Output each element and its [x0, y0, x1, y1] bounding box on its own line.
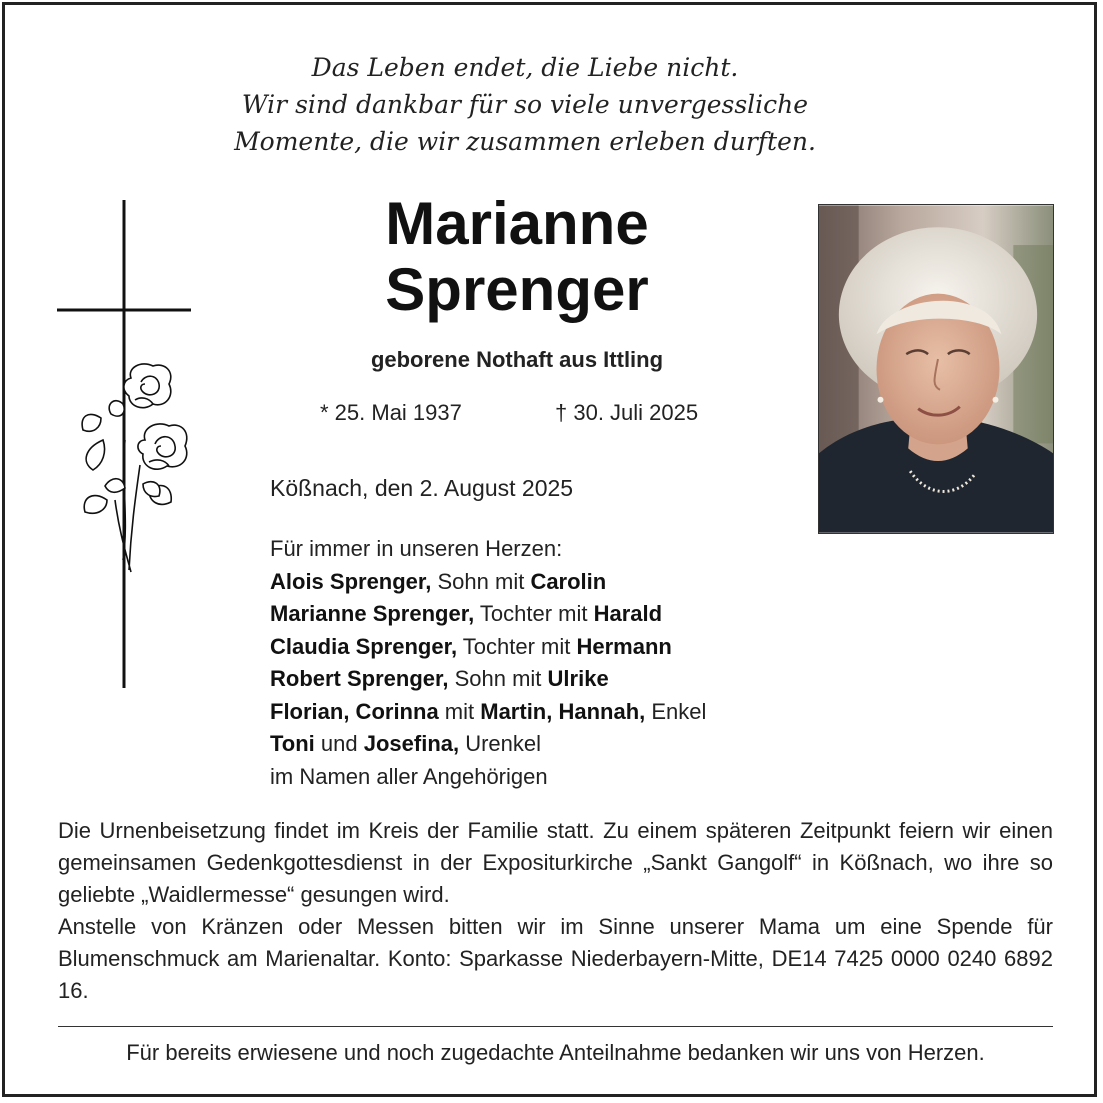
partner-name: Harald [593, 601, 663, 626]
great-grandchild-name: Josefina, [363, 731, 460, 756]
list-item [270, 696, 706, 729]
first-name: Marianne [385, 190, 649, 257]
mourners-list [270, 533, 706, 793]
deceased-name [275, 191, 759, 323]
opening-quote [5, 49, 1045, 160]
connector: mit [438, 698, 481, 724]
list-item [270, 631, 706, 664]
great-grandchild-name: Toni [270, 731, 315, 756]
quote-line: Wir sind dankbar für so viele unvergessliche [241, 90, 809, 119]
obituary-card [2, 2, 1097, 1097]
partner-name: Carolin [530, 568, 607, 594]
quote-line: Das Leben endet, die Liebe nicht. [311, 53, 739, 82]
relation: Urenkel [459, 731, 542, 756]
mourner-name: Claudia Sprenger, [270, 633, 458, 659]
burial-notice: Die Urnenbeisetzung findet im Kreis der Familie statt. Zu einem späteren Zeitpunkt feiern wir einen gemeinsamen Gedenkgottesdienst in der Expositurkirche „Sankt Gangolf“ in Kößnach, wo ihre so geliebte „Waidlermesse“ gesungen wird. [58, 818, 1053, 907]
connector: und [314, 731, 364, 756]
mourners-intro: Für immer in unseren Herzen: [270, 536, 563, 561]
relation: Enkel [645, 698, 707, 724]
grandchildren-partners: Martin, Hannah, [480, 698, 646, 724]
birth-name: geborene Nothaft aus Ittling [370, 347, 664, 372]
birth-date: * 25. Mai 1937 [320, 400, 462, 425]
relation: Sohn mit [448, 666, 548, 691]
list-item [270, 728, 706, 761]
thanks-line: Für bereits erwiesene und noch zugedachte Anteilnahme bedanken wir uns von Herzen. [126, 1040, 985, 1065]
list-item [270, 598, 706, 631]
list-item [270, 663, 706, 696]
relation: Sohn mit [431, 568, 531, 594]
divider [58, 1026, 1053, 1027]
donation-notice: Anstelle von Kränzen oder Messen bitten wir im Sinne unserer Mama um eine Spende für Blumenschmuck am Marienaltar. Konto: Sparkasse Niederbayern-Mitte, DE14 7425 0000 0240 6892 16. [58, 914, 1053, 1003]
portrait-photo [818, 204, 1054, 534]
partner-name: Ulrike [547, 666, 609, 691]
mourner-name: Robert Sprenger, [270, 666, 449, 691]
cross-with-rose-icon [45, 200, 205, 690]
partner-name: Hermann [576, 633, 672, 659]
mourner-name: Alois Sprenger, [270, 568, 432, 594]
place-and-date: Kößnach, den 2. August 2025 [270, 475, 574, 501]
quote-line: Momente, die wir zusammen erleben durften. [234, 127, 816, 156]
mourner-name: Marianne Sprenger, [270, 601, 475, 626]
relation: Tochter mit [474, 601, 594, 626]
relation: Tochter mit [457, 633, 577, 659]
grandchildren-names: Florian, Corinna [270, 698, 439, 724]
last-name: Sprenger [385, 256, 649, 323]
mourners-closing: im Namen aller Angehörigen [270, 763, 548, 789]
list-item [270, 566, 706, 599]
death-date: † 30. Juli 2025 [555, 400, 699, 425]
